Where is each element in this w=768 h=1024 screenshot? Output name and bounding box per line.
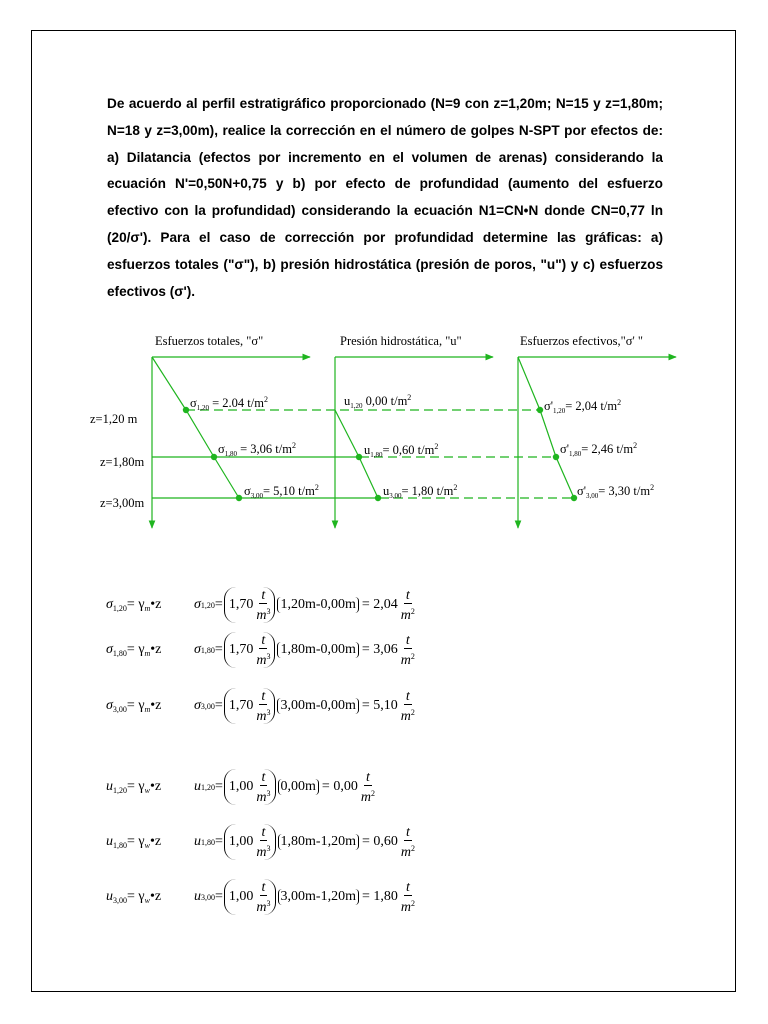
equation-result: = 1,80 [361,889,398,904]
depth-range-group: 0,00m [278,779,319,795]
equation-substitution: σ 1,80 = 1,70 $\frac{t}{m^3}$ 1,80m-0,00m = 3,06 $\frac{t}{m^2}$ [194,632,415,668]
total-label-1-20: $\sigma_{1,20} = 2.04$ $t/m^2$ [190,395,268,412]
title-effective-stress: Esfuerzos efectivos,"σ' " [520,334,643,348]
u-equation-row [106,819,415,865]
hydro-label-3-00: $u_{3,00}= 1,80$ $t/m^2$ [383,483,458,500]
effective-point-1-80 [553,454,559,460]
depth-range-group: 1,80m-0,00m [277,642,358,658]
u-equation-row [106,874,415,920]
equation-result: = 0,60 [361,834,398,849]
unit-weight-group: 1,70 $\frac{t}{m^3}$ [224,632,276,668]
total-label-3-00: $\sigma_{3,00}= 5,10$ $t/m^2$ [244,483,319,500]
total-stress-profile [152,357,239,498]
unit-weight-group: 1,70 $\frac{t}{m^3}$ [224,688,276,724]
equation-substitution: σ 3,00 = 1,70 $\frac{t}{m^3}$ 3,00m-0,00m = 5,10 $\frac{t}{m^2}$ [194,688,415,724]
unit-weight-group: 1,00 $\frac{t}{m^3}$ [224,769,276,805]
sigma-equation-row [106,582,415,628]
total-point-3-00 [236,495,242,501]
problem-statement: De acuerdo al perfil estratigráfico proporcionado (N=9 con z=1,20m; N=15 y z=1,80m; N=18 y z=3,00m), realice la corrección en el número de golpes N-SPT por efectos de: a) Dilatancia (efectos por incremento en el volumen de arenas) considerando la ecuación N'=0,50N+0,75 y b) por efecto de profundidad (aumento del esfuerzo efectivo con la profundidad) considerando la ecuación N1=CN•N donde CN=0,77 ln (20/σ'). Para el caso de corrección por profundidad determine las gráficas: a) esfuerzos totales ("σ"), b) presión hidrostática (presión de poros, "u") y c) esfuerzos efectivos (σ'). [107,96,663,299]
effective-label-1-20: $\sigma'_{1,20}= 2,04$ $t/m^2$ [544,398,622,415]
total-point-1-80 [211,454,217,460]
depth-range-group: 1,80m-1,20m [278,834,359,850]
sigma-equation-row [106,683,415,729]
equation-result: = 0,00 [321,779,358,794]
equation-substitution: u 3,00 = 1,00 $\frac{t}{m^3}$ 3,00m-1,20m = 1,80 $\frac{t}{m^2}$ [194,879,416,915]
equation-substitution: u 1,80 = 1,00 $\frac{t}{m^3}$ 1,80m-1,20m = 0,60 $\frac{t}{m^2}$ [194,824,416,860]
equation-definition: $\sigma_{1,20}=$ $\gamma_m•z$ [106,597,162,613]
depth-label-3-00: z=3,00m [100,496,145,510]
equation-substitution: u 1,20 = 1,00 $\frac{t}{m^3}$ 0,00m = 0,00 $\frac{t}{m^2}$ [194,769,375,805]
effective-label-1-80: $\sigma'_{1,80}= 2,46$ $t/m^2$ [560,441,638,458]
depth-label-1-20: z=1,20 m [90,412,138,426]
depth-range-group: 1,20m-0,00m [277,597,358,613]
effective-label-3-00: $\sigma'_{3,00}= 3,30$ $t/m^2$ [577,483,655,500]
title-hydrostatic: Presión hidrostática, "u" [340,334,462,348]
depth-range-group: 3,00m-0,00m [277,698,358,714]
equation-definition: $\sigma_{3,00}=$ $\gamma_m•z$ [106,698,162,714]
unit-weight-group: 1,00 $\frac{t}{m^3}$ [224,824,276,860]
total-point-1-20 [183,407,189,413]
sigma-equation-row [106,627,415,673]
equation-result: = 3,06 [361,642,398,657]
unit-weight-group: 1,00 $\frac{t}{m^3}$ [224,879,276,915]
unit-weight-group: 1,70 $\frac{t}{m^3}$ [224,587,276,623]
title-total-stress: Esfuerzos totales, "σ" [155,334,264,348]
equation-result: = 5,10 [361,698,398,713]
equation-definition: $\sigma_{1,80}=$ $\gamma_m•z$ [106,642,162,658]
equation-substitution: σ 1,20 = 1,70 $\frac{t}{m^3}$ 1,20m-0,00m = 2,04 $\frac{t}{m^2}$ [194,587,415,623]
effective-stress-profile [518,357,574,498]
total-label-1-80: $\sigma_{1,80} = 3,06$ $t/m^2$ [218,441,296,458]
hydro-point-1-80 [356,454,362,460]
hydro-point-3-00 [375,495,381,501]
equation-definition: $u_{3,00}=$ $\gamma_w•z$ [106,889,162,905]
equation-result: = 2,04 [361,597,398,612]
depth-label-1-80: z=1,80m [100,455,145,469]
u-equation-row [106,764,375,810]
hydro-label-1-80: $u_{1,80}= 0,60$ $t/m^2$ [364,442,439,459]
equation-definition: $u_{1,20}=$ $\gamma_w•z$ [106,779,162,795]
depth-range-group: 3,00m-1,20m [278,889,359,905]
effective-point-1-20 [537,407,543,413]
equation-definition: $u_{1,80}=$ $\gamma_w•z$ [106,834,162,850]
hydro-label-1-20: $u_{1,20}$ 0,00 $t/m^2$ [344,393,412,410]
